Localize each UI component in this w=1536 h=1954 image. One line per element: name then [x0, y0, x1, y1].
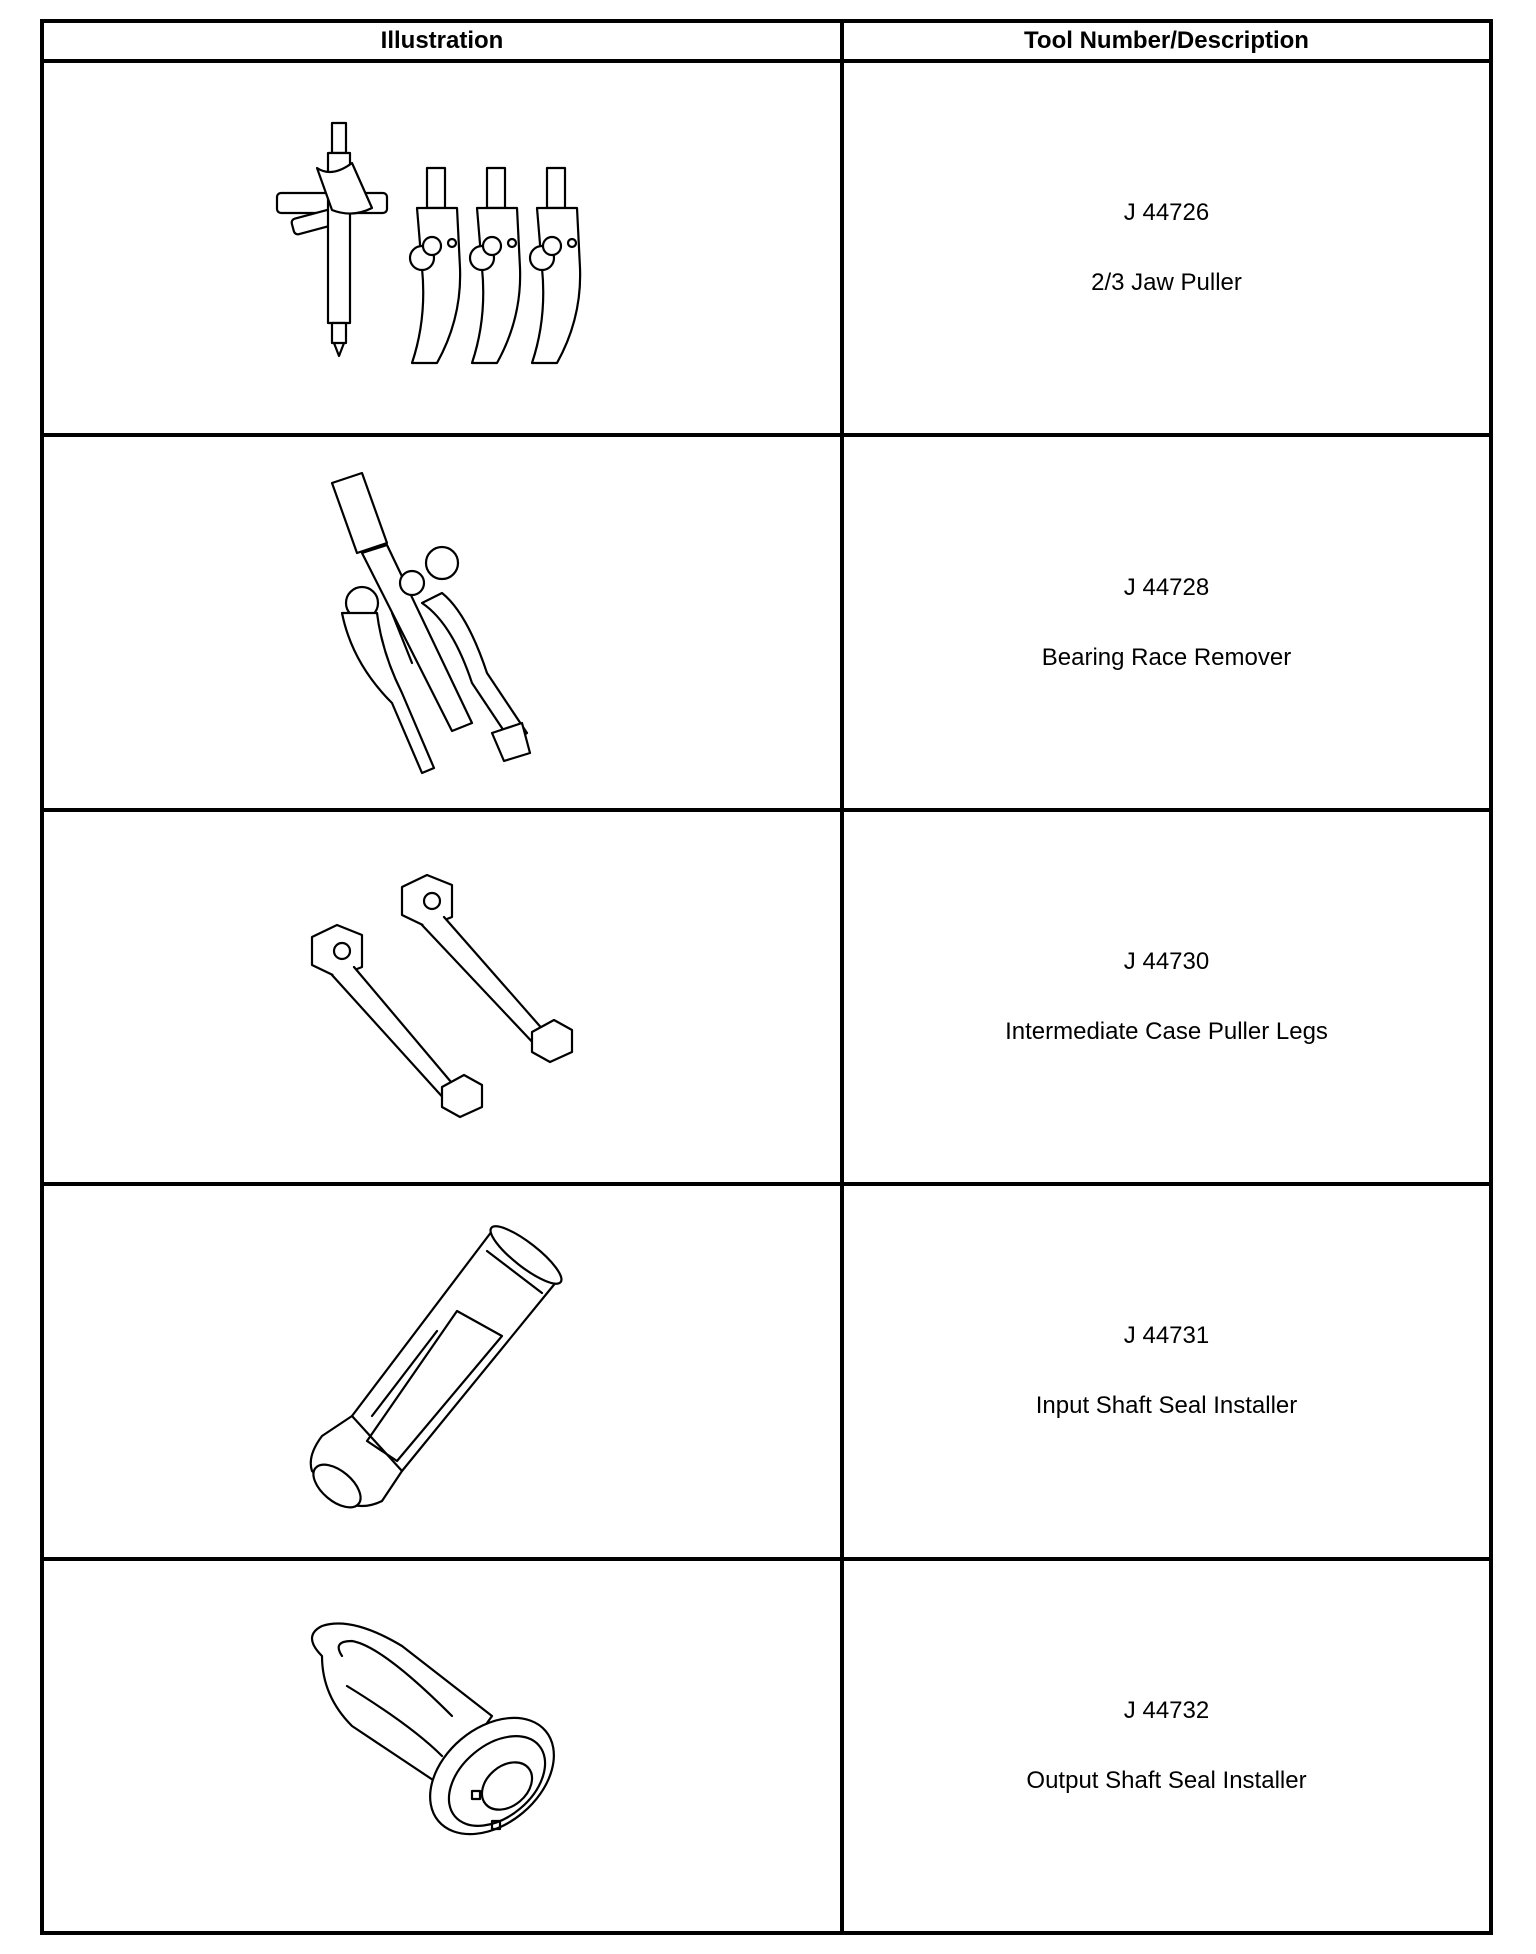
special-tools-table: [40, 19, 1493, 1935]
tool-description: Intermediate Case Puller Legs: [1005, 1017, 1328, 1045]
output-seal-installer-icon: [292, 1616, 592, 1876]
tool-description: Bearing Race Remover: [1041, 643, 1292, 671]
illustration-cell: [42, 810, 842, 1184]
table-row: [42, 1559, 1491, 1933]
description-cell: [842, 1184, 1491, 1558]
tool-description: 2/3 Jaw Puller: [1091, 269, 1242, 297]
description-cell: [842, 61, 1491, 435]
table-row: [42, 61, 1491, 435]
tool-number: J 44728: [1123, 573, 1210, 601]
illustration-cell: [42, 1184, 842, 1558]
illustration-cell: [42, 1559, 842, 1933]
illustration-cell: [42, 435, 842, 809]
input-seal-installer-icon: [292, 1221, 592, 1521]
bearing-race-remover-icon: [292, 463, 592, 783]
tool-number: J 44730: [1123, 947, 1210, 975]
tool-number: J 44726: [1123, 199, 1210, 227]
tool-number: J 44731: [1123, 1322, 1210, 1350]
illustration-header: Illustration: [42, 21, 842, 61]
tool-description: Output Shaft Seal Installer: [1026, 1766, 1307, 1794]
table-row: [42, 810, 1491, 1184]
table-row: [42, 1184, 1491, 1558]
jaw-puller-icon: [272, 118, 612, 378]
tool-number: J 44732: [1123, 1696, 1210, 1724]
tool-header: Tool Number/Description: [842, 21, 1491, 61]
header-row: [42, 21, 1491, 61]
illustration-cell: [42, 61, 842, 435]
table-row: [42, 435, 1491, 809]
description-cell: [842, 1559, 1491, 1933]
description-cell: [842, 810, 1491, 1184]
tool-description: Input Shaft Seal Installer: [1035, 1392, 1298, 1420]
description-cell: [842, 435, 1491, 809]
puller-legs-icon: [292, 867, 592, 1127]
